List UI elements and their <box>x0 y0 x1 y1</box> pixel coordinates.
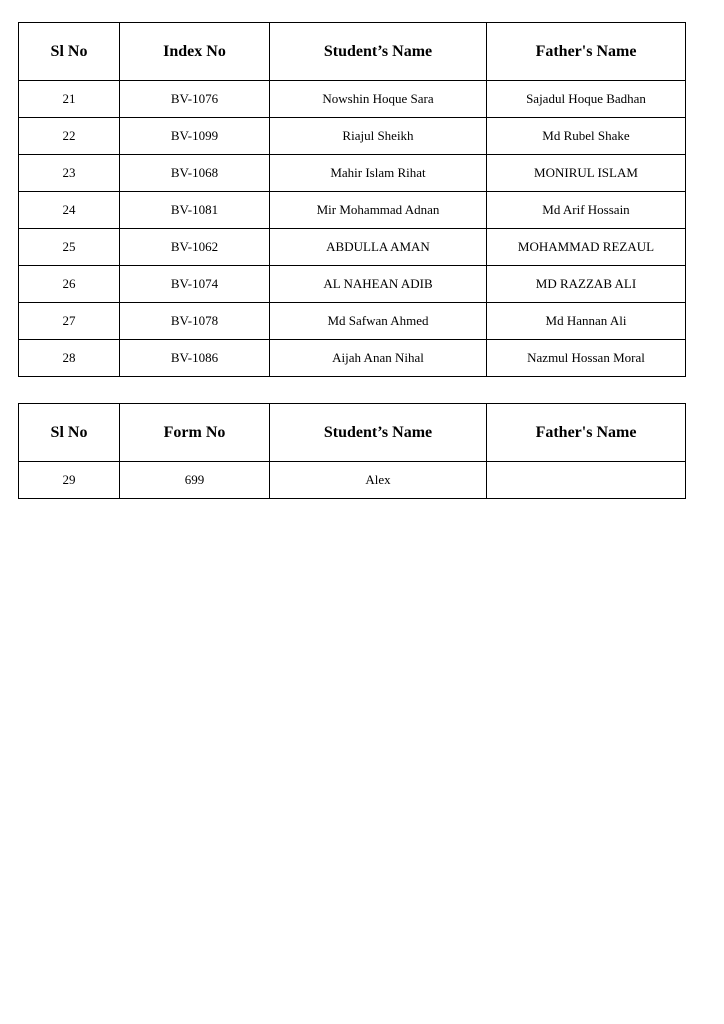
student-table-index <box>18 22 686 377</box>
cell-sl-no: 24 <box>19 192 120 229</box>
cell-sl-no: 22 <box>19 118 120 155</box>
cell-index-no: BV-1068 <box>120 155 270 192</box>
column-header-father-name: Father's Name <box>487 404 686 462</box>
table-row <box>19 118 686 155</box>
table-header-row <box>19 23 686 81</box>
cell-father-name: Md Hannan Ali <box>487 303 686 340</box>
cell-student-name: Md Safwan Ahmed <box>270 303 487 340</box>
cell-index-no: BV-1099 <box>120 118 270 155</box>
table-row <box>19 340 686 377</box>
cell-student-name: Mahir Islam Rihat <box>270 155 487 192</box>
cell-student-name: Aijah Anan Nihal <box>270 340 487 377</box>
cell-father-name: Sajadul Hoque Badhan <box>487 81 686 118</box>
cell-student-name: Riajul Sheikh <box>270 118 487 155</box>
cell-sl-no: 25 <box>19 229 120 266</box>
cell-father-name <box>487 462 686 499</box>
student-table-form <box>18 403 686 499</box>
cell-student-name: Nowshin Hoque Sara <box>270 81 487 118</box>
cell-index-no: BV-1081 <box>120 192 270 229</box>
cell-sl-no: 21 <box>19 81 120 118</box>
table-row <box>19 462 686 499</box>
table-header-row <box>19 404 686 462</box>
column-header-sl-no: Sl No <box>19 404 120 462</box>
column-header-student-name: Student’s Name <box>270 23 487 81</box>
table-row <box>19 229 686 266</box>
cell-father-name: MOHAMMAD REZAUL <box>487 229 686 266</box>
cell-sl-no: 28 <box>19 340 120 377</box>
cell-father-name: Md Rubel Shake <box>487 118 686 155</box>
cell-student-name: ABDULLA AMAN <box>270 229 487 266</box>
cell-student-name: AL NAHEAN ADIB <box>270 266 487 303</box>
table-row <box>19 266 686 303</box>
cell-father-name: Nazmul Hossan Moral <box>487 340 686 377</box>
table-row <box>19 155 686 192</box>
cell-student-name: Mir Mohammad Adnan <box>270 192 487 229</box>
column-header-student-name: Student’s Name <box>270 404 487 462</box>
cell-sl-no: 27 <box>19 303 120 340</box>
cell-sl-no: 26 <box>19 266 120 303</box>
cell-index-no: BV-1086 <box>120 340 270 377</box>
cell-index-no: BV-1074 <box>120 266 270 303</box>
column-header-sl-no: Sl No <box>19 23 120 81</box>
table-row <box>19 81 686 118</box>
column-header-form-no: Form No <box>120 404 270 462</box>
column-header-index-no: Index No <box>120 23 270 81</box>
cell-form-no: 699 <box>120 462 270 499</box>
cell-sl-no: 29 <box>19 462 120 499</box>
column-header-father-name: Father's Name <box>487 23 686 81</box>
cell-sl-no: 23 <box>19 155 120 192</box>
cell-index-no: BV-1078 <box>120 303 270 340</box>
cell-index-no: BV-1062 <box>120 229 270 266</box>
table-row <box>19 303 686 340</box>
cell-father-name: MD RAZZAB ALI <box>487 266 686 303</box>
cell-student-name: Alex <box>270 462 487 499</box>
table-row <box>19 192 686 229</box>
cell-index-no: BV-1076 <box>120 81 270 118</box>
cell-father-name: MONIRUL ISLAM <box>487 155 686 192</box>
cell-father-name: Md Arif Hossain <box>487 192 686 229</box>
